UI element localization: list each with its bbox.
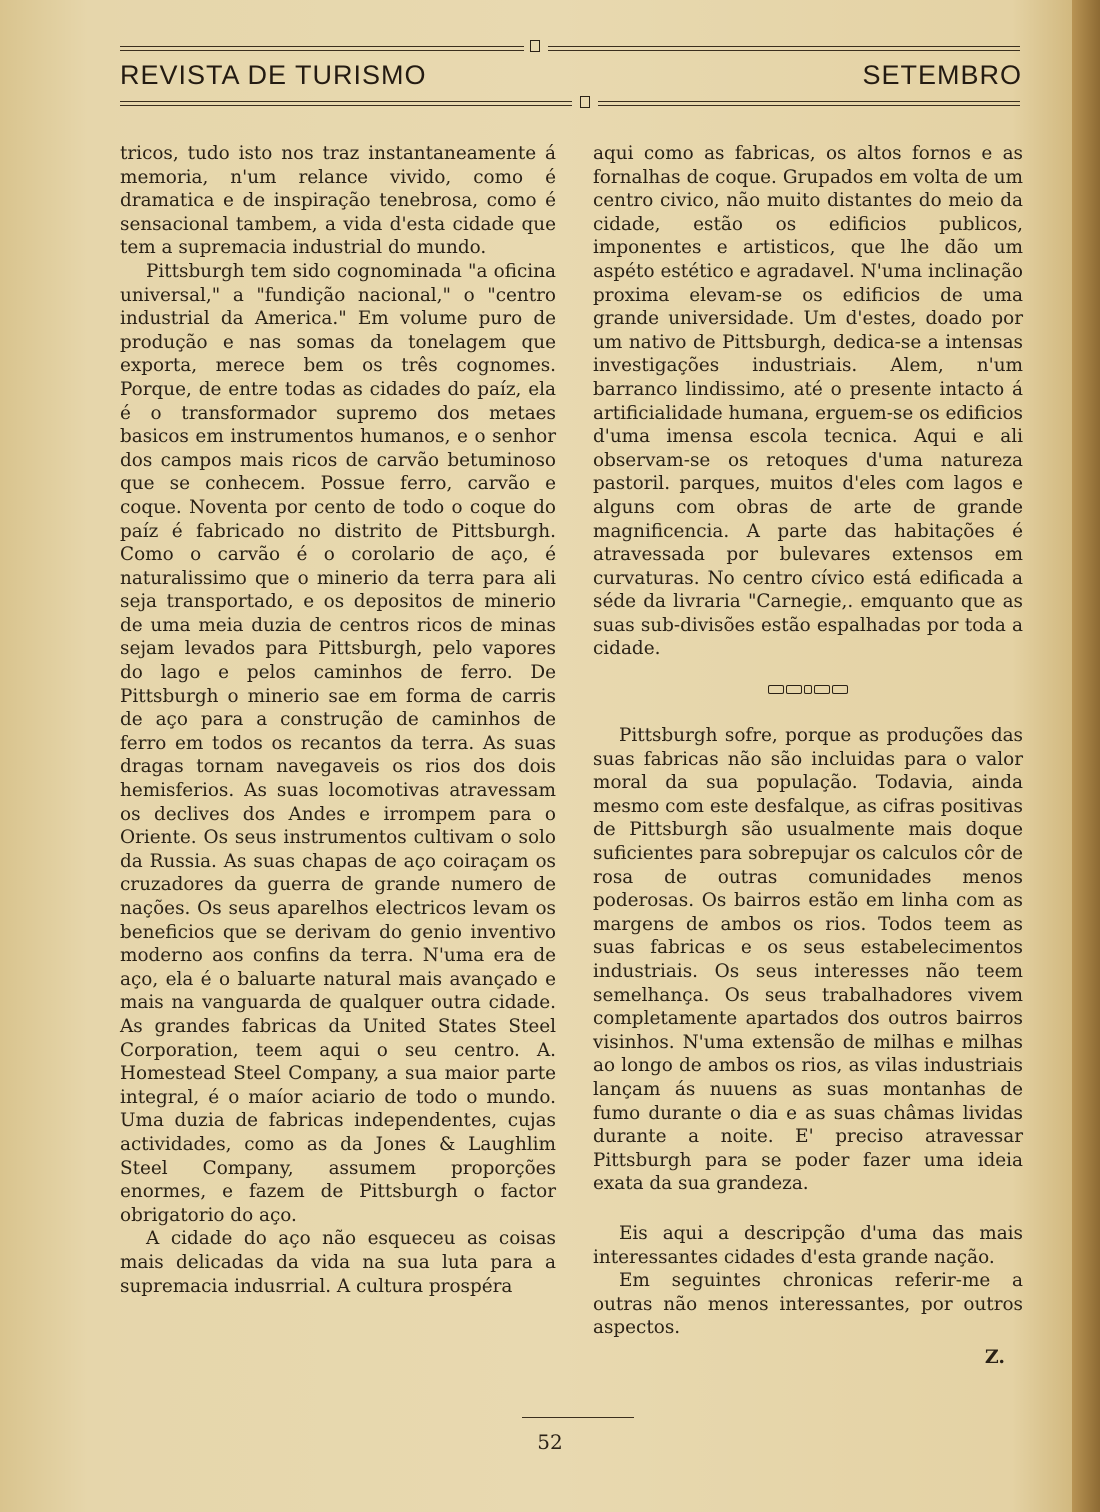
header-rule-top-right-2 <box>548 50 1020 51</box>
page-number: 52 <box>537 1430 563 1454</box>
divider-link-shape <box>814 685 830 694</box>
paragraph: Em seguintes chronicas referir-me a outras não menos interessantes, por outros aspectos. <box>593 1270 1023 1339</box>
divider-link-shape <box>786 685 802 694</box>
magazine-title: REVISTA DE TURISMO <box>120 60 427 90</box>
book-spine-edge <box>1072 0 1100 1512</box>
header-rule-bottom-left <box>120 101 572 102</box>
section-divider-ornament <box>593 685 1023 694</box>
header-rule-top-left <box>120 46 524 47</box>
divider-link-shape <box>768 685 784 694</box>
paragraph: Eis aqui a descripção d'uma das mais interessantes cidades d'esta grande nação. <box>593 1222 1023 1268</box>
header-rule-bottom-right-2 <box>598 105 1020 106</box>
right-text-column <box>593 142 1023 1370</box>
header-square-ornament-bottom <box>580 96 590 108</box>
footer-rule <box>522 1417 634 1418</box>
paragraph: A cidade do aço não esqueceu as coisas mais delicadas da vida na sua luta para a supremacia indusrrial. A cultura prospéra <box>120 1228 556 1297</box>
paragraph: Pittsburgh sofre, porque as produções das suas fabricas não são incluidas para o valor moral da sua população. Todavia, ainda mesmo com este desfalque, as cifras positivas de Pittsburgh são usualmente mais doque suficientes para sobrepujar os calculos côr de rosa de outras comunidades menos poderosas. Os bairros estão em linha com as margens de ambos os rios. Todos teem as suas fabricas e os seus estabelecimentos industriais. Os seus interesses não teem semelhança. Os seus trabalhadores vivem completamente apartados dos outros bairros visinhos. N'uma extensão de milhas e milhas ao longo de ambos os rios, as vilas industriais lançam ás nuuens as suas montanhas de fumo durante o dia e as suas châmas lividas durante a noite. E' preciso atravessar Pittsburgh para se poder fazer uma ideia exata da sua grandeza. <box>593 725 1023 1195</box>
header-rule-bottom-left-2 <box>120 105 572 106</box>
paragraph-spacer <box>593 1196 1023 1222</box>
header-rule-bottom-right <box>598 101 1020 102</box>
divider-link-shape <box>832 685 848 694</box>
header-rule-top-right <box>548 46 1020 47</box>
author-signature: Z. <box>984 1345 1005 1368</box>
issue-month: SETEMBRO <box>862 60 1022 90</box>
paragraph: tricos, tudo isto nos traz instantaneamente á memoria, n'um relance vivido, como é dramatica e de inspiração tenebrosa, como é sensacional tambem, a vida d'esta cidade que tem a supremacia industrial do mundo. <box>120 143 556 259</box>
header-rule-top-left-2 <box>120 50 524 51</box>
header-square-ornament-top <box>530 40 540 52</box>
paragraph: Pittsburgh tem sido cognominada "a oficina universal," a "fundição nacional," o "centro industrial da America." Em volume puro de produção e nas somas da tonelagem que exporta, merece bem os três cognomes. Porque, de entre todas as cidades do paíz, ela é o transformador supremo dos metaes basicos em instrumentos humanos, e o senhor dos campos mais ricos de carvão betuminoso que se conhecem. Possue ferro, carvão e coque. Noventa por cento de todo o coque do paíz é fabricado no distrito de Pittsburgh. Como o carvão é o corolario de aço, é naturalissimo que o minerio da terra para ali seja transportado, e os depositos de minerio de uma meia duzia de centros ricos de minas sejam levados para Pittsburgh, pelo vapores do lago e pelos caminhos de ferro. De Pittsburgh o minerio sae em forma de carris de aço para a construção de caminhos de ferro em todos os recantos da terra. As suas dragas tornam navegaveis os rios dos dois hemisferios. As suas locomotivas atravessam os declives dos Andes e irrompem para o Oriente. Os seus instrumentos cultivam o solo da Russia. As suas chapas de aço coiraçam os cruzadores da guerra de grande numero de nações. Os seus aparelhos electricos levam os beneficios que se derivam do genio inventivo moderno aos confins da terra. N'uma era de aço, ela é o baluarte natural mais avançado e mais na vanguarda de qualquer outra cidade. As grandes fabricas da United States Steel Corporation, teem aqui o seu centro. A. Homestead Steel Company, a sua maior parte integral, é o maíor aciario de todo o mundo. Uma duzia de fabricas independentes, cujas actividades, como as da Jones & Laughlim Steel Company, assumem proporções enormes, e fazem de Pittsburgh o factor obrigatorio do aço. <box>120 260 556 1226</box>
divider-link-shape <box>804 685 812 694</box>
paragraph: aqui como as fabricas, os altos fornos e as fornalhas de coque. Grupados em volta de um centro civico, não muito distantes do meio da cidade, estão os edificios publicos, imponentes e artisticos, que lhe dão um aspéto estético e agradavel. N'uma inclinação proxima elevam-se os edificios de uma grande universidade. Um d'estes, doado por um nativo de Pittsburgh, dedica-se a intensas investigações industriais. Alem, n'um barranco lindissimo, até o presente intacto á artificialidade humana, erguem-se os edificios d'uma imensa escola tecnica. Aqui e ali observam-se os retoques d'uma natureza pastoril. parques, muitos d'eles com lagos e alguns com obras de arte de grande magnificencia. A parte das habitações é atravessada por bulevares extensos em curvaturas. No centro cívico está edificada a séde da livraria "Carnegie,. emquanto que as suas sub-divisões estão espalhadas por toda a cidade. <box>593 143 1023 660</box>
left-text-column <box>120 142 556 1298</box>
